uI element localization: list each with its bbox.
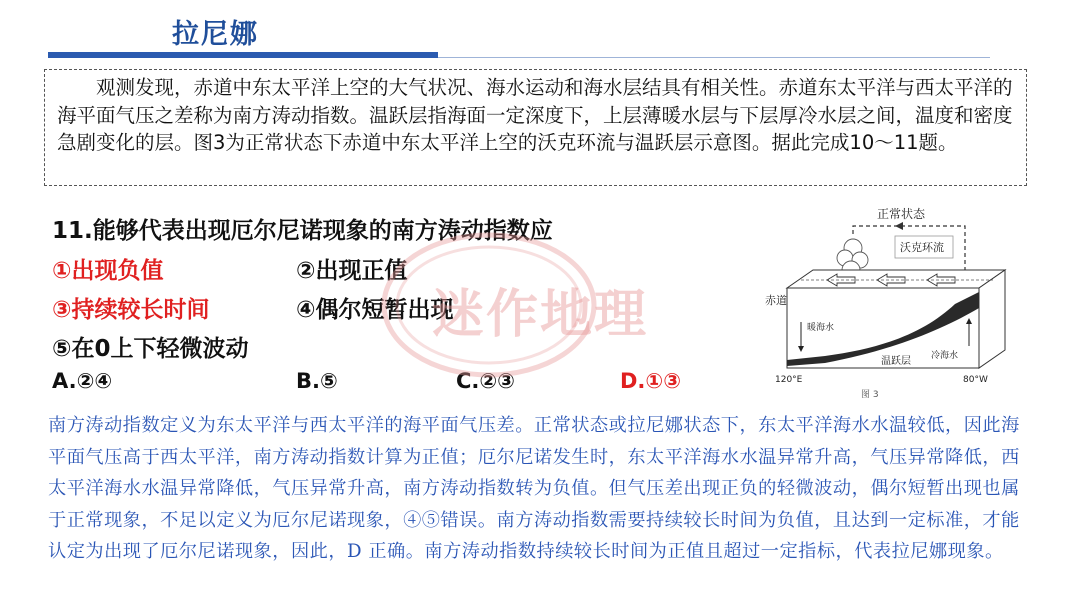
page-title: 拉尼娜 (172, 19, 259, 50)
fig-walker-label: 沃克环流 (900, 241, 944, 254)
fig-thermocline-label: 温跃层 (881, 356, 911, 367)
fig-top-label: 正常状态 (877, 207, 926, 221)
option-3: ③持续较长时间 (52, 297, 210, 323)
intro-box (44, 69, 1027, 186)
walker-circulation-figure (765, 200, 1065, 402)
watermark-text: 迷作地理 (432, 285, 649, 345)
fig-cold-label: 冷海水 (931, 351, 959, 361)
title-underline-line (438, 57, 990, 58)
fig-lon-right: 80°W (963, 375, 988, 385)
option-1: ①出现负值 (52, 258, 164, 284)
fig-equator-label: 赤道 (765, 294, 787, 307)
option-4: ④偶尔短暂出现 (296, 297, 454, 323)
question-stem: 11.能够代表出现厄尔尼诺现象的南方涛动指数应 (52, 218, 553, 244)
choice-b: B.⑤ (296, 369, 338, 393)
option-5: ⑤在0上下轻微波动 (52, 336, 249, 362)
option-2: ②出现正值 (296, 258, 408, 284)
analysis-text: 南方涛动指数定义为东太平洋与西太平洋的海平面气压差。正常状态或拉尼娜状态下，东太平洋海水水温较低，因此海平面气压高于西太平洋，南方涛动指数计算为正值；厄尔尼诺发生时，东太平洋海水水温异常升高，气压异常降低，西太平洋海水水温异常降低，气压异常升高，南方涛动指数转为负值。但气压差出现正负的轻微波动，偶尔短暂出现也属于正常现象，不足以定义为厄尔尼诺现象，④⑤错误。南方涛动指数需要持续较长时间为负值，且达到一定标准，才能认定为出现了厄尔尼诺现象，因此，D 正确。南方涛动指数持续较长时间为正值且超过一定指标，代表拉尼娜现象。 (48, 415, 1020, 563)
intro-text: 观测发现，赤道中东太平洋上空的大气状况、海水运动和海水层结具有相关性。赤道东太平洋与西太平洋的海平面气压之差称为南方涛动指数。温跃层指海面一定深度下，上层薄暖水层与下层厚冷水层之间，温度和密度急剧变化的层。图3为正常状态下赤道中东太平洋上空的沃克环流与温跃层示意图。据此完成10～11题。 (57, 76, 1013, 154)
choice-a: A.②④ (52, 369, 113, 393)
fig-lon-left: 120°E (775, 375, 803, 385)
choice-d: D.①③ (620, 369, 681, 393)
title-underline-bar (48, 52, 438, 58)
choice-c: C.②③ (456, 369, 515, 393)
fig-warm-label: 暖海水 (807, 323, 835, 333)
fig-caption: 图 3 (861, 390, 879, 400)
